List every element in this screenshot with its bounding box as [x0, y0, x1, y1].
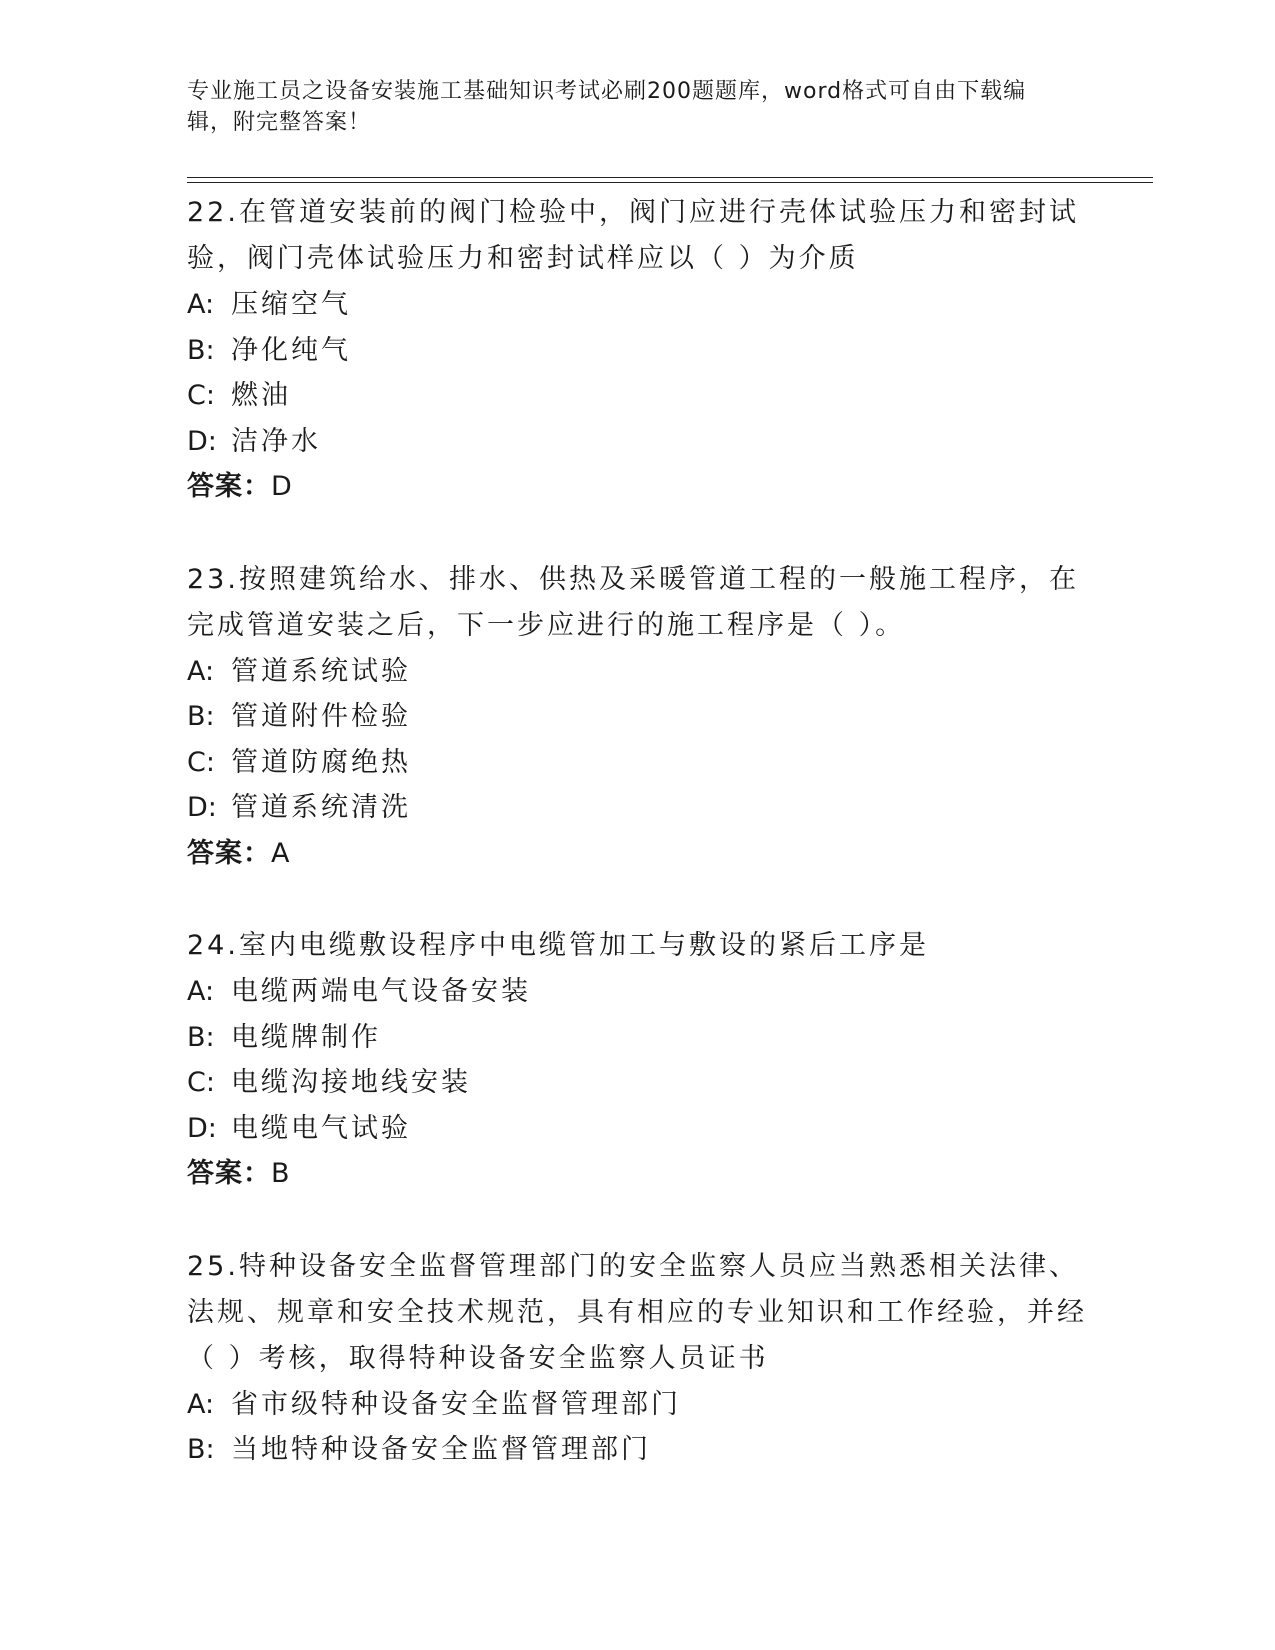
option-a: [187, 282, 1087, 328]
option-text: 当地特种设备安全监督管理部门: [231, 1434, 651, 1465]
option-text: 管道系统试验: [231, 655, 411, 687]
answer-line: [187, 464, 1087, 510]
question-22: [187, 190, 1087, 510]
answer-value: D: [271, 471, 293, 502]
option-text: 省市级特种设备安全监督管理部门: [231, 1388, 681, 1420]
option-text: 电缆电气试验: [231, 1112, 411, 1144]
option-key: C:: [187, 380, 215, 411]
option-c: [187, 740, 1087, 786]
option-a: [187, 649, 1087, 695]
option-b: [187, 1427, 1087, 1473]
answer-line: [187, 831, 1087, 877]
option-b: [187, 328, 1087, 374]
option-key: C:: [187, 1067, 215, 1098]
option-text: 管道防腐绝热: [231, 746, 411, 778]
option-text: 净化纯气: [231, 334, 351, 366]
answer-value: B: [271, 1158, 291, 1189]
option-key: D:: [187, 1112, 217, 1144]
option-key: B:: [187, 1434, 215, 1465]
option-text: 管道附件检验: [231, 701, 411, 732]
option-key: D:: [187, 425, 217, 457]
option-text: 管道系统清洗: [231, 792, 411, 823]
option-text: 燃油: [231, 380, 291, 411]
option-a: [187, 969, 1087, 1015]
question-text: 25.特种设备安全监督管理部门的安全监察人员应当熟悉相关法律、法规、规章和安全技术规范，具有相应的专业知识和工作经验，并经（ ）考核，取得特种设备安全监察人员证书: [187, 1250, 1087, 1374]
option-key: B:: [187, 1021, 215, 1053]
option-a: [187, 1382, 1087, 1428]
option-key: C:: [187, 746, 215, 778]
option-text: 电缆牌制作: [231, 1021, 381, 1053]
option-key: B:: [187, 334, 215, 366]
question-23: [187, 557, 1087, 877]
answer-label: 答案：: [187, 837, 271, 869]
option-text: 压缩空气: [231, 289, 351, 320]
question-text: 24.室内电缆敷设程序中电缆管加工与敷设的紧后工序是: [187, 930, 929, 961]
header-divider-bottom: [187, 182, 1153, 183]
header-divider-top: [187, 177, 1153, 178]
option-text: 电缆两端电气设备安装: [231, 976, 531, 1007]
header-title: 专业施工员之设备安装施工基础知识考试必刷200题题库，word格式可自由下载编辑，附完整答案！: [187, 79, 1027, 135]
option-d: [187, 419, 1087, 465]
answer-label: 答案：: [187, 1158, 271, 1189]
option-key: D:: [187, 792, 217, 823]
option-text: 洁净水: [231, 425, 321, 457]
option-c: [187, 1060, 1087, 1106]
option-key: A:: [187, 289, 215, 320]
option-c: [187, 373, 1087, 419]
option-key: B:: [187, 701, 215, 732]
answer-label: 答案：: [187, 471, 271, 502]
document-header: [187, 76, 1067, 138]
option-text: 电缆沟接地线安装: [231, 1067, 471, 1098]
option-d: [187, 1106, 1087, 1152]
question-list: [187, 190, 1087, 1520]
question-24: [187, 923, 1087, 1197]
option-b: [187, 694, 1087, 740]
option-d: [187, 785, 1087, 831]
question-text: 22.在管道安装前的阀门检验中，阀门应进行壳体试验压力和密封试验，阀门壳体试验压力和密封试样应以（ ）为介质: [187, 197, 1079, 274]
answer-value: A: [271, 837, 291, 869]
option-b: [187, 1015, 1087, 1061]
option-key: A:: [187, 655, 215, 687]
question-25: [187, 1244, 1087, 1473]
option-key: A:: [187, 976, 215, 1007]
answer-line: [187, 1151, 1087, 1197]
question-text: 23.按照建筑给水、排水、供热及采暖管道工程的一般施工程序，在完成管道安装之后，下一步应进行的施工程序是（ ）。: [187, 563, 1079, 641]
option-key: A:: [187, 1388, 215, 1420]
